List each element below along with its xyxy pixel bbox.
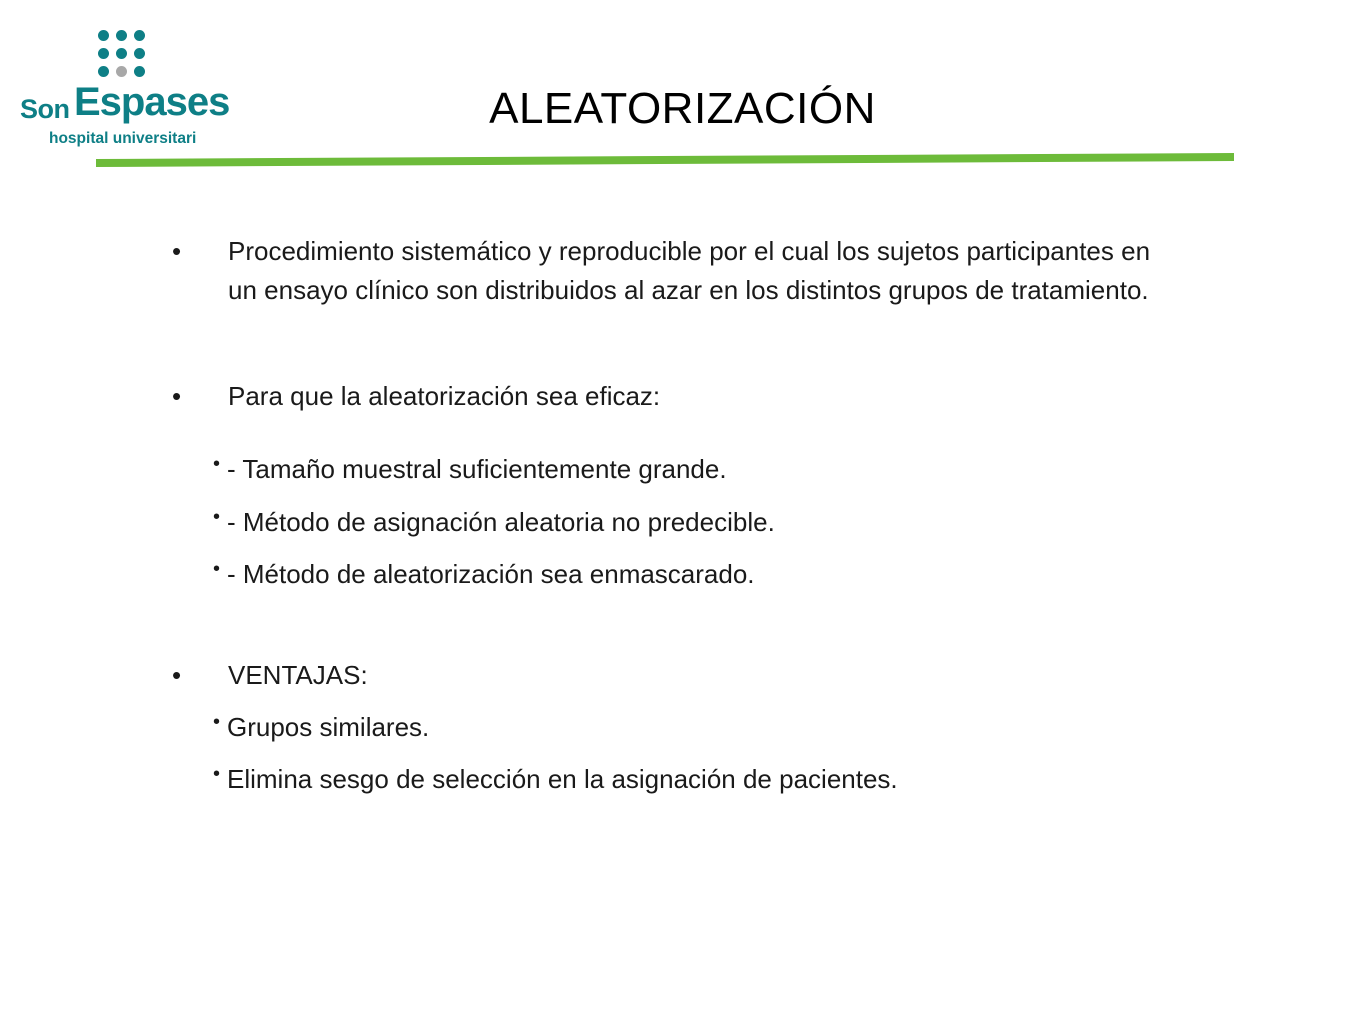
slide-title: ALEATORIZACIÓN [489,84,876,133]
sub-bullet-mark: • [213,711,221,733]
sub-bullet-item [213,760,898,802]
sub-bullet-mark: • [213,453,221,475]
bullet-text: Procedimiento sistemático y reproducible por el cual los sujetos participantes en un ensayo clínico son distribuidos al azar en los distintos grupos de tratamiento. [228,236,1151,305]
sub-bullet-mark: • [213,763,221,785]
sub-bullet-text: Elimina sesgo de selección en la asignación de pacientes. [227,764,898,794]
sub-bullet-text: Grupos similares. [227,712,430,742]
sub-bullet-text: - Tamaño muestral suficientemente grande. [227,454,727,484]
logo-word-son: Son [20,94,70,124]
sub-bullet-mark: • [213,506,221,528]
bullet-mark: • [172,381,182,411]
bullet-text: Para que la aleatorización sea eficaz: [228,381,661,411]
sub-bullet-mark: • [213,558,221,580]
sub-bullet-item [213,555,755,597]
logo-subtitle: hospital universitari [49,130,197,147]
sub-bullet-text: - Método de asignación aleatoria no predecible. [227,507,775,537]
bullet-mark: • [172,660,182,690]
bullet-text: VENTAJAS: [228,660,368,690]
sub-bullet-item [213,503,775,545]
logo-dots-icon [98,30,152,80]
sub-bullet-item [213,708,429,750]
bullet-mark: • [172,236,182,266]
sub-bullet-item [213,450,727,492]
sub-bullet-text: - Método de aleatorización sea enmascarado. [227,559,755,589]
logo-word-espases: Espases [74,80,230,124]
title-underline [96,153,1234,167]
